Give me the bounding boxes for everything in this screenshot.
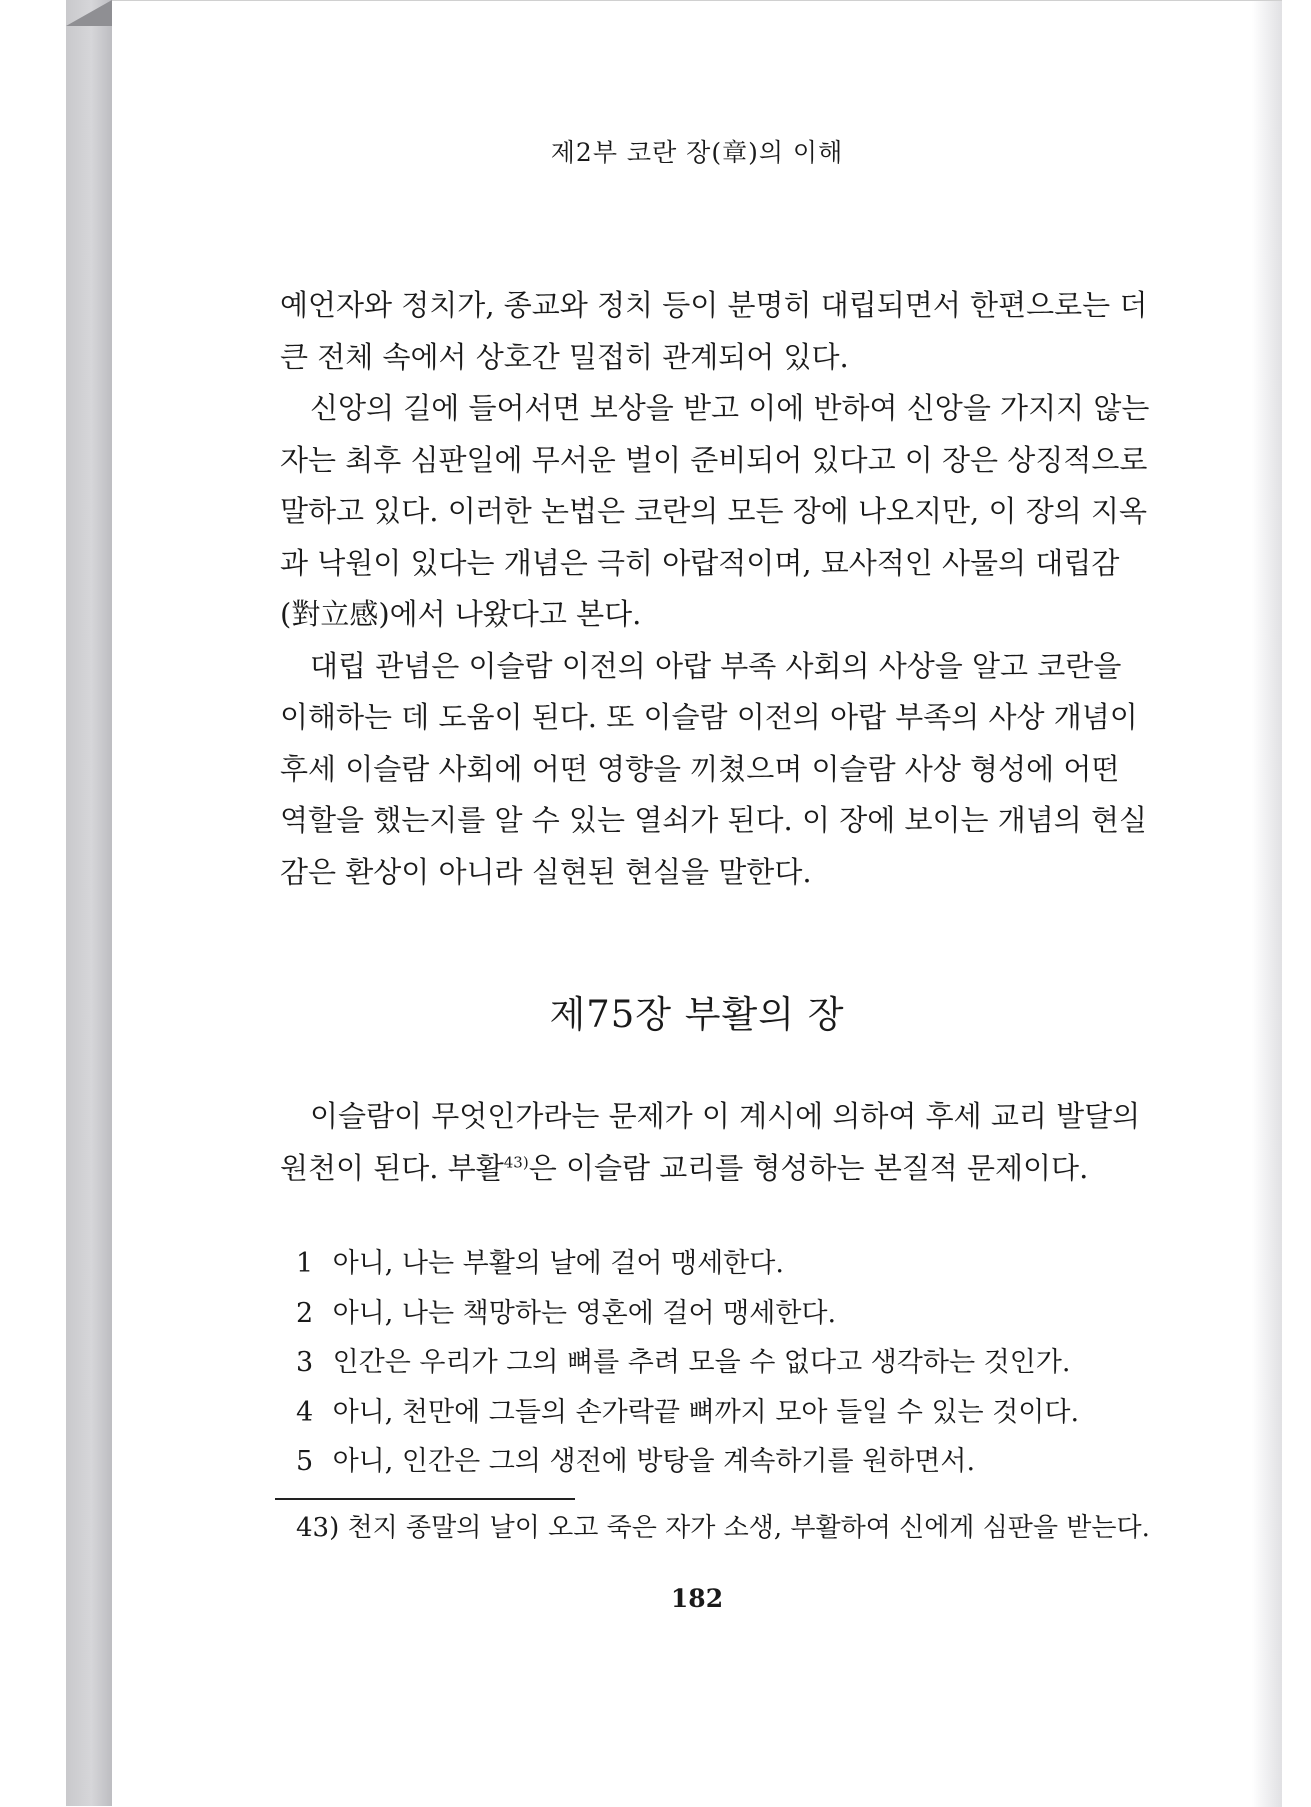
running-head: 제2부 코란 장(章)의 이해	[550, 138, 844, 167]
verse-number: 5	[296, 1446, 314, 1477]
page-edge-shadow	[1252, 1, 1282, 1807]
verse	[296, 1437, 1156, 1487]
paragraph: 예언자와 정치가, 종교와 정치 등이 분명히 대립되면서 한편으로는 더 큰 전체 속에서 상호간 밀접히 관계되어 있다.	[280, 288, 1148, 374]
verse	[296, 1388, 1156, 1438]
verse-number: 3	[296, 1347, 314, 1378]
footnote: 43) 천지 종말의 날이 오고 죽은 자가 소생, 부활하여 신에게 심판을 받는다.	[296, 1513, 1150, 1543]
paragraph: 신앙의 길에 들어서면 보상을 받고 이에 반하여 신앙을 가지지 않는 자는 최후 심판일에 무서운 벌이 준비되어 있다고 이 장은 상징적으로 말하고 있다. 이러한 논법은 코란의 모든 장에 나오지만, 이 장의 지옥과 낙원이 있다는 개념은 극히 아랍적이며, 묘사적인 사물의 대립감(對立感)에서 나왔다고 본다.	[280, 391, 1150, 631]
verse-text: 아니, 인간은 그의 생전에 방탕을 계속하기를 원하면서.	[332, 1446, 976, 1477]
page-number: 182	[670, 1584, 724, 1613]
paragraph: 대립 관념은 이슬람 이전의 아랍 부족 사회의 사상을 알고 코란을 이해하는 데 도움이 된다. 또 이슬람 이전의 아랍 부족의 사상 개념이 후세 이슬람 사회에 어떤 영향을 끼쳤으며 이슬람 사상 형성에 어떤 역할을 했는지를 알 수 있는 열쇠가 된다. 이 장에 보이는 개념의 현실감은 환상이 아니라 실현된 현실을 말한다.	[280, 648, 1147, 889]
verse-list	[296, 1239, 1156, 1487]
verse	[296, 1239, 1156, 1289]
chapter-intro	[280, 1091, 1154, 1194]
footnote-reference: 43)	[503, 1152, 529, 1171]
verse-text: 아니, 천만에 그들의 손가락끝 뼈까지 모아 들일 수 있는 것이다.	[332, 1396, 1080, 1428]
verse-number: 1	[296, 1248, 314, 1279]
verse-text: 인간은 우리가 그의 뼈를 추려 모을 수 없다고 생각하는 것인가.	[332, 1347, 1071, 1378]
verse-text: 아니, 나는 책망하는 영혼에 걸어 맹세한다.	[332, 1297, 837, 1329]
book-page	[112, 0, 1282, 1807]
intro-text: 이슬람이 무엇인가라는 문제가 이 계시에 의하여 후세 교리 발달의 원천이 된다. 부활	[280, 1099, 1141, 1185]
verse	[296, 1289, 1156, 1339]
verse	[296, 1338, 1156, 1388]
verse-text: 아니, 나는 부활의 날에 걸어 맹세한다.	[332, 1248, 784, 1279]
footnote-divider	[275, 1498, 575, 1500]
chapter-title: 제75장 부활의 장	[549, 993, 845, 1036]
verse-number: 2	[296, 1297, 314, 1329]
verse-number: 4	[296, 1396, 314, 1428]
body-text-top	[280, 280, 1154, 898]
book-spine	[66, 0, 113, 1806]
intro-text-continued: 은 이슬람 교리를 형성하는 본질적 문제이다.	[528, 1150, 1089, 1185]
